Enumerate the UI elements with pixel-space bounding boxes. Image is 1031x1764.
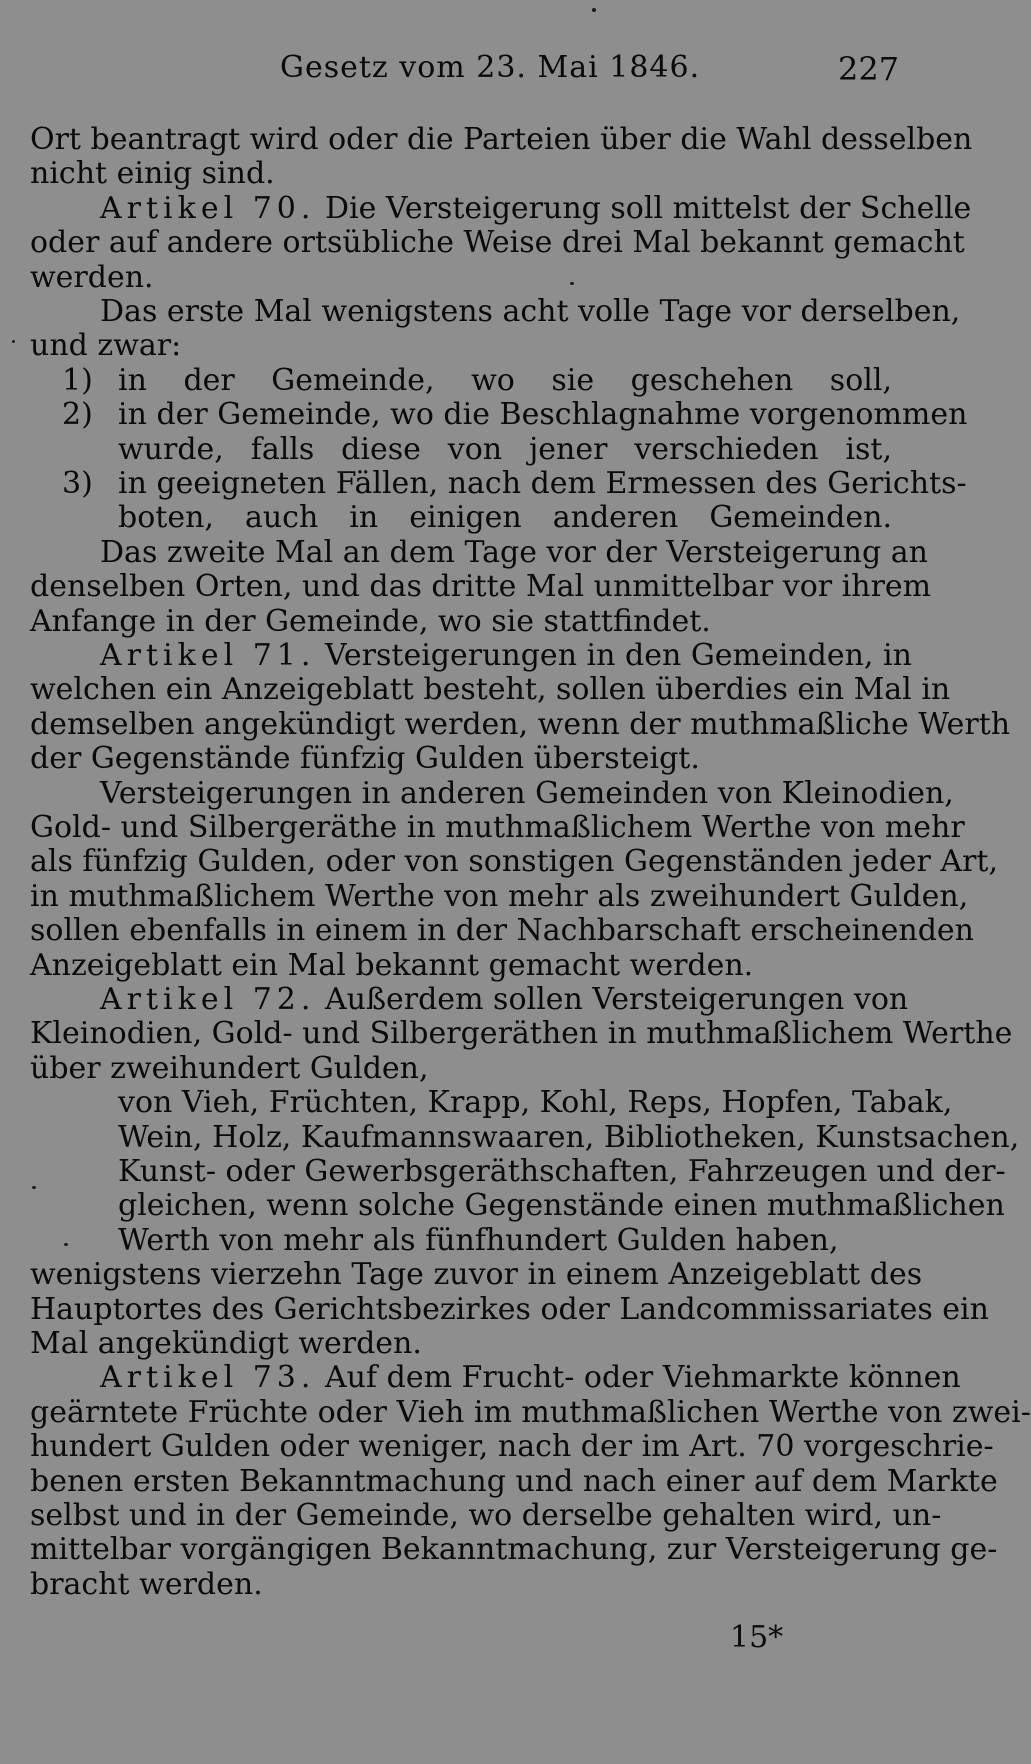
text-line: in muthmaßlichem Werthe von mehr als zweihundert Gulden, — [30, 879, 969, 914]
text-line: werden. — [30, 260, 154, 295]
text-line: wenigstens vierzehn Tage zuvor in einem Anzeigeblatt des — [30, 1257, 923, 1292]
article-text: Außerdem sollen Versteigerungen von — [324, 982, 909, 1017]
text-line: sollen ebenfalls in einem in der Nachbarschaft erscheinenden — [30, 913, 974, 948]
text-line: Ort beantragt wird oder die Parteien über die Wahl desselben — [30, 122, 973, 157]
text-line: mittelbar vorgängigen Bekanntmachung, zur Versteigerung ge- — [30, 1532, 998, 1567]
print-speck — [12, 340, 15, 343]
text-line: als fünfzig Gulden, oder von sonstigen Gegenständen jeder Art, — [30, 844, 998, 879]
text-line: hundert Gulden oder weniger, nach der im Art. 70 vorgeschrie- — [30, 1429, 994, 1464]
list-number: 2) — [62, 397, 93, 432]
text-line: benen ersten Bekanntmachung und nach einer auf dem Markte — [30, 1464, 998, 1499]
article-text: Die Versteigerung soll mittelst der Schelle — [324, 191, 972, 226]
text-line: Anfange in der Gemeinde, wo sie stattfindet. — [30, 604, 711, 639]
article-label: Artikel 72. — [100, 982, 316, 1017]
page-number: 227 — [838, 50, 900, 88]
text-line: Werth von mehr als fünfhundert Gulden haben, — [118, 1223, 839, 1258]
text-line: Kleinodien, Gold- und Silbergeräthen in muthmaßlichem Werthe — [30, 1016, 1013, 1051]
text-line: selbst und in der Gemeinde, wo derselbe gehalten wird, un- — [30, 1498, 942, 1533]
text-line: Das erste Mal wenigstens acht volle Tage vor derselben, — [100, 294, 961, 329]
text-line: Gold- und Silbergeräthe in muthmaßlichem Werthe von mehr — [30, 810, 965, 845]
list-number: 1) — [62, 363, 93, 398]
text-line: denselben Orten, und das dritte Mal unmittelbar vor ihrem — [30, 569, 932, 604]
text-line: über zweihundert Gulden, — [30, 1051, 429, 1086]
print-speck — [570, 282, 574, 285]
text-line: von Vieh, Früchten, Krapp, Kohl, Reps, Hopfen, Tabak, — [118, 1085, 953, 1120]
text-line: der Gegenstände fünfzig Gulden übersteigt. — [30, 741, 700, 776]
page-header — [0, 50, 1000, 94]
list-item-text: in der Gemeinde, wo die Beschlagnahme vorgenommen — [118, 397, 968, 432]
text-line: wurde, falls diese von jener verschieden ist, — [118, 432, 892, 467]
signature-mark: 15* — [730, 1620, 784, 1655]
article-line — [100, 638, 912, 674]
text-line: Anzeigeblatt ein Mal bekannt gemacht werden. — [30, 948, 754, 983]
text-line: und zwar: — [30, 328, 182, 363]
text-line: gleichen, wenn solche Gegenstände einen muthmaßlichen — [118, 1188, 1005, 1223]
list-item-text: in der Gemeinde, wo sie geschehen soll, — [118, 363, 892, 398]
text-line: boten, auch in einigen anderen Gemeinden. — [118, 500, 892, 535]
running-title: Gesetz vom 23. Mai 1846. — [280, 50, 701, 85]
list-number: 3) — [62, 466, 93, 501]
article-line — [100, 982, 909, 1018]
text-line: Hauptortes des Gerichtsbezirkes oder Landcommissariates ein — [30, 1292, 989, 1327]
text-line: bracht werden. — [30, 1567, 263, 1602]
list-item-text: in geeigneten Fällen, nach dem Ermessen des Gerichts- — [118, 466, 967, 501]
print-speck — [64, 1243, 68, 1246]
text-line: Wein, Holz, Kaufmannswaaren, Bibliotheken, Kunstsachen, — [118, 1120, 1020, 1155]
text-line: Versteigerungen in anderen Gemeinden von Kleinodien, — [100, 776, 954, 811]
text-line: oder auf andere ortsübliche Weise drei Mal bekannt gemacht — [30, 225, 965, 260]
article-label: Artikel 73. — [100, 1360, 316, 1395]
article-text: Versteigerungen in den Gemeinden, in — [324, 638, 912, 673]
text-line: geärntete Früchte oder Vieh im muthmaßlichen Werthe von zwei- — [30, 1395, 1031, 1430]
article-text: Auf dem Frucht- oder Viehmarkte können — [324, 1360, 961, 1395]
print-speck — [32, 1186, 36, 1189]
text-line: Das zweite Mal an dem Tage vor der Versteigerung an — [100, 535, 928, 570]
text-line: Kunst- oder Gewerbsgeräthschaften, Fahrzeugen und der- — [118, 1154, 1006, 1189]
article-label: Artikel 70. — [100, 191, 316, 226]
article-line — [100, 1360, 961, 1396]
print-speck — [592, 8, 596, 12]
text-line: nicht einig sind. — [30, 156, 275, 191]
article-label: Artikel 71. — [100, 638, 316, 673]
article-line — [100, 191, 972, 227]
text-line: Mal angekündigt werden. — [30, 1326, 422, 1361]
text-line: welchen ein Anzeigeblatt besteht, sollen überdies ein Mal in — [30, 672, 951, 707]
text-line: demselben angekündigt werden, wenn der muthmaßliche Werth — [30, 707, 1011, 742]
